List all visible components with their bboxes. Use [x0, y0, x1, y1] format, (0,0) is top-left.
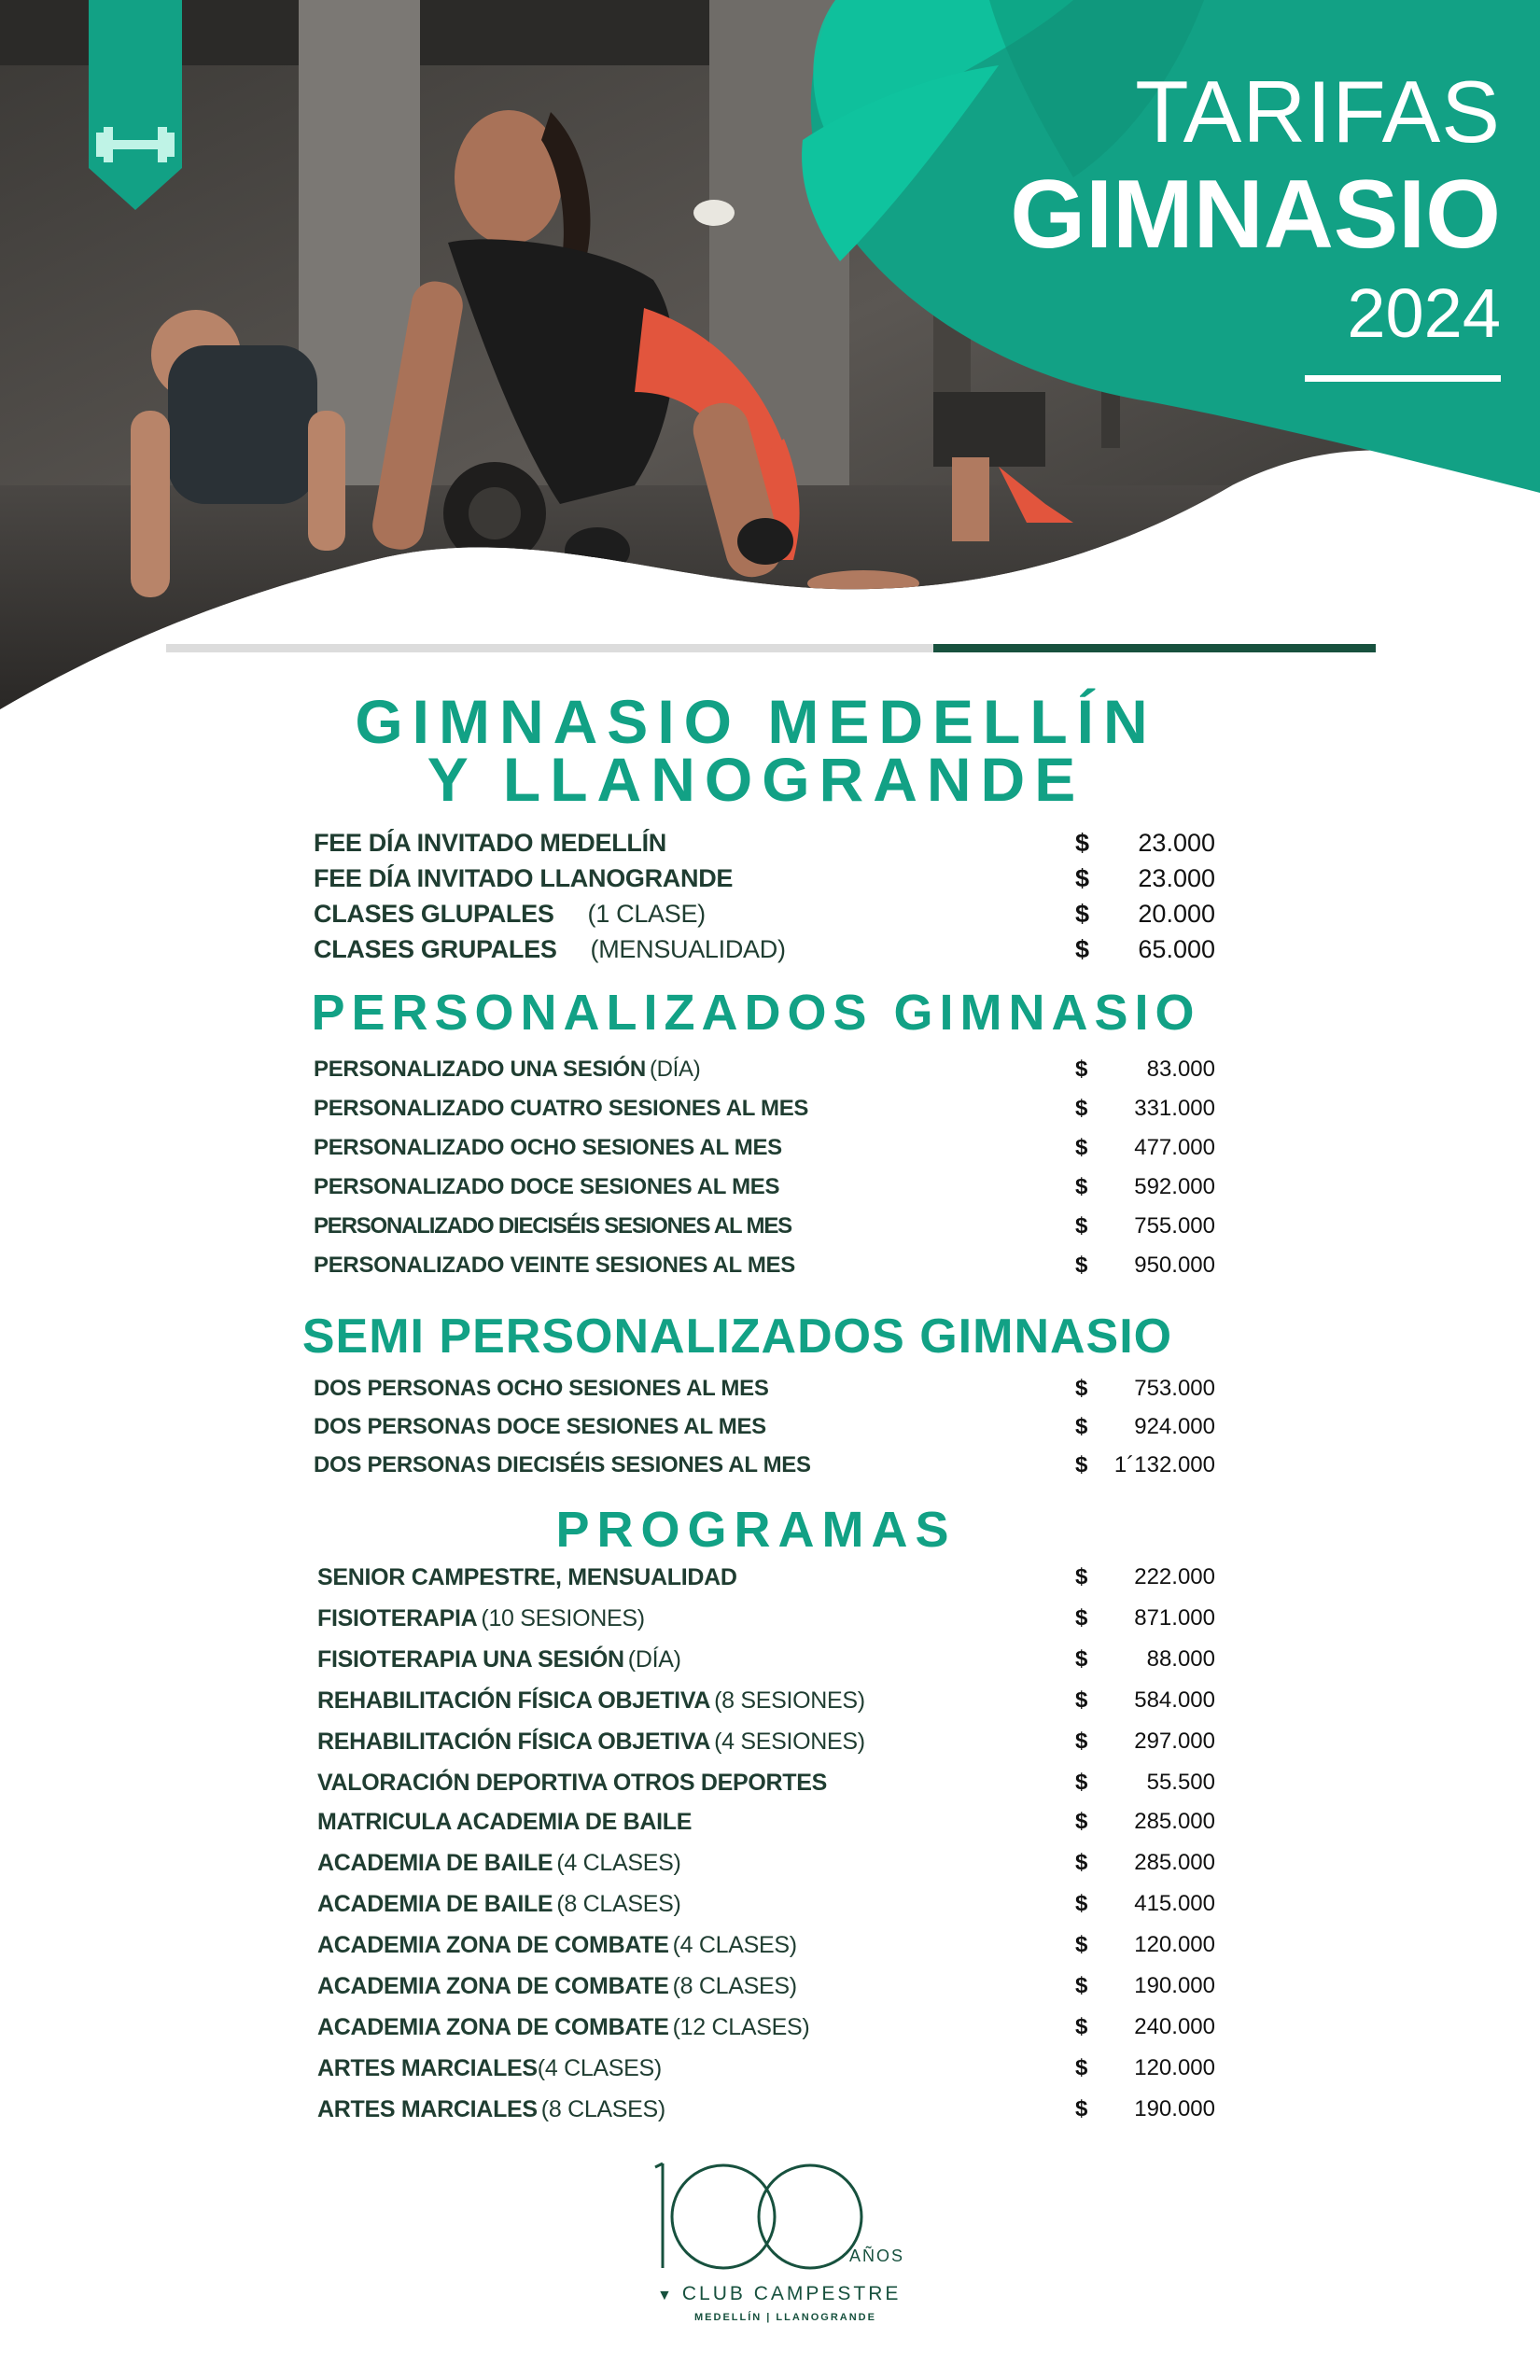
price-label: FEE DÍA INVITADO LLANOGRANDE — [314, 864, 734, 892]
price-value: 924.000 — [1134, 1414, 1215, 1439]
currency: $ — [1075, 1891, 1088, 1916]
price-row — [0, 1096, 1540, 1129]
price-value: 120.000 — [1134, 2055, 1215, 2080]
price-note: (DÍA) — [649, 1057, 701, 1082]
price-label: REHABILITACIÓN FÍSICA OBJETIVA (4 SESIONES) — [317, 1729, 865, 1755]
title-tarifas: TARIFAS — [1135, 63, 1501, 161]
currency: $ — [1075, 1605, 1088, 1631]
price-value: 871.000 — [1134, 1605, 1215, 1631]
price-label: ACADEMIA ZONA DE COMBATE (12 CLASES) — [317, 2014, 810, 2040]
price-row — [0, 1932, 1540, 1966]
currency: $ — [1075, 1646, 1088, 1672]
currency: $ — [1075, 1096, 1088, 1121]
price-value: 755.000 — [1134, 1213, 1215, 1239]
price-value: 88.000 — [1146, 1646, 1215, 1672]
price-label: PERSONALIZADO CUATRO SESIONES AL MES — [314, 1096, 809, 1121]
currency: $ — [1075, 1414, 1088, 1439]
currency: $ — [1075, 1973, 1088, 1998]
price-value: 592.000 — [1134, 1174, 1215, 1199]
price-value: 415.000 — [1134, 1891, 1215, 1916]
divider-grey — [166, 644, 935, 652]
price-row — [0, 1729, 1540, 1762]
currency: $ — [1075, 2014, 1088, 2039]
price-label: PERSONALIZADO DIECISÉIS SESIONES AL MES — [314, 1213, 791, 1239]
price-row — [0, 864, 1540, 898]
price-row — [0, 1376, 1540, 1409]
price-row — [0, 829, 1540, 862]
price-value: 190.000 — [1134, 1973, 1215, 1998]
currency: $ — [1075, 1809, 1088, 1834]
price-note: (DÍA) — [627, 1646, 681, 1673]
title-underline — [1305, 375, 1501, 382]
price-note: (1 CLASE) — [587, 900, 706, 928]
price-label: SENIOR CAMPESTRE, MENSUALIDAD — [317, 1564, 737, 1590]
hero-title — [1010, 62, 1501, 360]
price-label: CLASES GRUPALES (MENSUALIDAD) — [314, 935, 786, 963]
currency: $ — [1075, 1135, 1088, 1160]
currency: $ — [1075, 1253, 1088, 1278]
price-note: (4 CLASES) — [537, 2055, 662, 2081]
price-row — [0, 1850, 1540, 1883]
price-row — [0, 1646, 1540, 1680]
price-label: FISIOTERAPIA (10 SESIONES) — [317, 1605, 645, 1631]
price-label: MATRICULA ACADEMIA DE BAILE — [317, 1809, 693, 1835]
price-value: 477.000 — [1134, 1135, 1215, 1160]
price-value: 950.000 — [1134, 1253, 1215, 1278]
price-value: 285.000 — [1134, 1850, 1215, 1875]
price-note: (12 CLASES) — [672, 2014, 810, 2040]
price-label: CLASES GLUPALES (1 CLASE) — [314, 900, 706, 928]
currency: $ — [1075, 2055, 1088, 2080]
price-value: 83.000 — [1146, 1057, 1215, 1082]
price-row — [0, 1452, 1540, 1486]
price-label: PERSONALIZADO OCHO SESIONES AL MES — [314, 1135, 782, 1160]
currency: $ — [1075, 864, 1090, 892]
currency: $ — [1075, 1174, 1088, 1199]
price-label: DOS PERSONAS OCHO SESIONES AL MES — [314, 1376, 769, 1401]
price-row — [0, 1770, 1540, 1803]
currency: $ — [1075, 1932, 1088, 1957]
price-value: 120.000 — [1134, 1932, 1215, 1957]
price-value: 285.000 — [1134, 1809, 1215, 1834]
club-name: ▼ CLUB CAMPESTRE — [657, 2283, 902, 2304]
price-label: ACADEMIA DE BAILE (4 CLASES) — [317, 1850, 681, 1876]
price-label: PERSONALIZADO DOCE SESIONES AL MES — [314, 1174, 780, 1199]
currency: $ — [1075, 1564, 1088, 1589]
hero-banner — [0, 0, 1540, 709]
triangle-icon: ▼ — [657, 2288, 675, 2303]
title-year: 2024 — [1347, 274, 1501, 352]
currency: $ — [1075, 935, 1090, 963]
price-label: ACADEMIA DE BAILE (8 CLASES) — [317, 1891, 681, 1917]
price-row — [0, 935, 1540, 969]
price-note: (8 CLASES) — [540, 2096, 665, 2122]
price-label: DOS PERSONAS DIECISÉIS SESIONES AL MES — [314, 1452, 811, 1477]
price-label: PERSONALIZADO UNA SESIÓN (DÍA) — [314, 1057, 701, 1082]
currency: $ — [1075, 1376, 1088, 1401]
price-label: REHABILITACIÓN FÍSICA OBJETIVA (8 SESIONES) — [317, 1687, 865, 1714]
price-label: FEE DÍA INVITADO MEDELLÍN — [314, 829, 667, 857]
price-note: (8 SESIONES) — [714, 1687, 865, 1714]
price-row — [0, 1564, 1540, 1598]
price-label: ACADEMIA ZONA DE COMBATE (4 CLASES) — [317, 1932, 797, 1958]
price-label: FISIOTERAPIA UNA SESIÓN (DÍA) — [317, 1646, 681, 1673]
currency: $ — [1075, 1687, 1088, 1713]
price-value: 190.000 — [1134, 2096, 1215, 2121]
currency: $ — [1075, 1729, 1088, 1754]
price-note: (8 CLASES) — [556, 1891, 681, 1917]
dumbbell-ribbon — [89, 0, 182, 210]
price-label: ARTES MARCIALES(4 CLASES) — [317, 2055, 662, 2081]
price-label: ACADEMIA ZONA DE COMBATE (8 CLASES) — [317, 1973, 797, 1999]
price-note: (MENSUALIDAD) — [590, 935, 786, 963]
price-value: 584.000 — [1134, 1687, 1215, 1713]
price-row — [0, 1687, 1540, 1721]
price-note: (4 SESIONES) — [714, 1729, 865, 1755]
logo-anos: AÑOS — [849, 2247, 905, 2265]
currency: $ — [1075, 2096, 1088, 2121]
price-row — [0, 1891, 1540, 1925]
price-row — [0, 1253, 1540, 1286]
currency: $ — [1075, 1452, 1088, 1477]
price-value: 23.000 — [1138, 864, 1215, 892]
section-title-semi: SEMI PERSONALIZADOS GIMNASIO — [301, 1309, 1173, 1364]
section-title-gimnasio: GIMNASIO MEDELLÍN Y LLANOGRANDE — [355, 687, 1157, 814]
price-row — [0, 1809, 1540, 1842]
price-row — [0, 1057, 1540, 1090]
price-row — [0, 1174, 1540, 1208]
price-row — [0, 1605, 1540, 1639]
price-row — [0, 2014, 1540, 2048]
currency: $ — [1075, 1213, 1088, 1239]
price-row — [0, 2055, 1540, 2089]
price-row — [0, 1414, 1540, 1448]
price-note: (8 CLASES) — [672, 1973, 797, 1999]
price-label: VALORACIÓN DEPORTIVA OTROS DEPORTES — [317, 1770, 828, 1796]
price-value: 240.000 — [1134, 2014, 1215, 2039]
price-row — [0, 2096, 1540, 2130]
price-value: 65.000 — [1138, 935, 1215, 963]
price-note: (10 SESIONES) — [481, 1605, 645, 1631]
price-row — [0, 1135, 1540, 1169]
price-value: 753.000 — [1134, 1376, 1215, 1401]
currency: $ — [1075, 1057, 1088, 1082]
price-label: PERSONALIZADO VEINTE SESIONES AL MES — [314, 1253, 795, 1278]
club-locations: MEDELLÍN | LLANOGRANDE — [694, 2312, 876, 2323]
section-title-personalizados: PERSONALIZADOS GIMNASIO — [311, 985, 1201, 1041]
price-value: 297.000 — [1134, 1729, 1215, 1754]
currency: $ — [1075, 1770, 1088, 1795]
price-value: 20.000 — [1138, 900, 1215, 928]
title-gimnasio: GIMNASIO — [1010, 161, 1501, 269]
price-row — [0, 1213, 1540, 1247]
section-title-programas: PROGRAMAS — [555, 1502, 957, 1558]
price-value: 55.500 — [1146, 1770, 1215, 1795]
price-row — [0, 900, 1540, 933]
price-row — [0, 1973, 1540, 2007]
price-value: 331.000 — [1134, 1096, 1215, 1121]
price-note: (4 CLASES) — [672, 1932, 797, 1958]
price-label: ARTES MARCIALES (8 CLASES) — [317, 2096, 665, 2122]
price-value: 222.000 — [1134, 1564, 1215, 1589]
price-note: (4 CLASES) — [556, 1850, 681, 1876]
price-value: 1´132.000 — [1113, 1452, 1215, 1477]
price-label: DOS PERSONAS DOCE SESIONES AL MES — [314, 1414, 766, 1439]
currency: $ — [1075, 900, 1090, 928]
currency: $ — [1075, 1850, 1088, 1875]
currency: $ — [1075, 829, 1090, 857]
price-value: 23.000 — [1138, 829, 1215, 857]
divider-green — [933, 644, 1376, 652]
